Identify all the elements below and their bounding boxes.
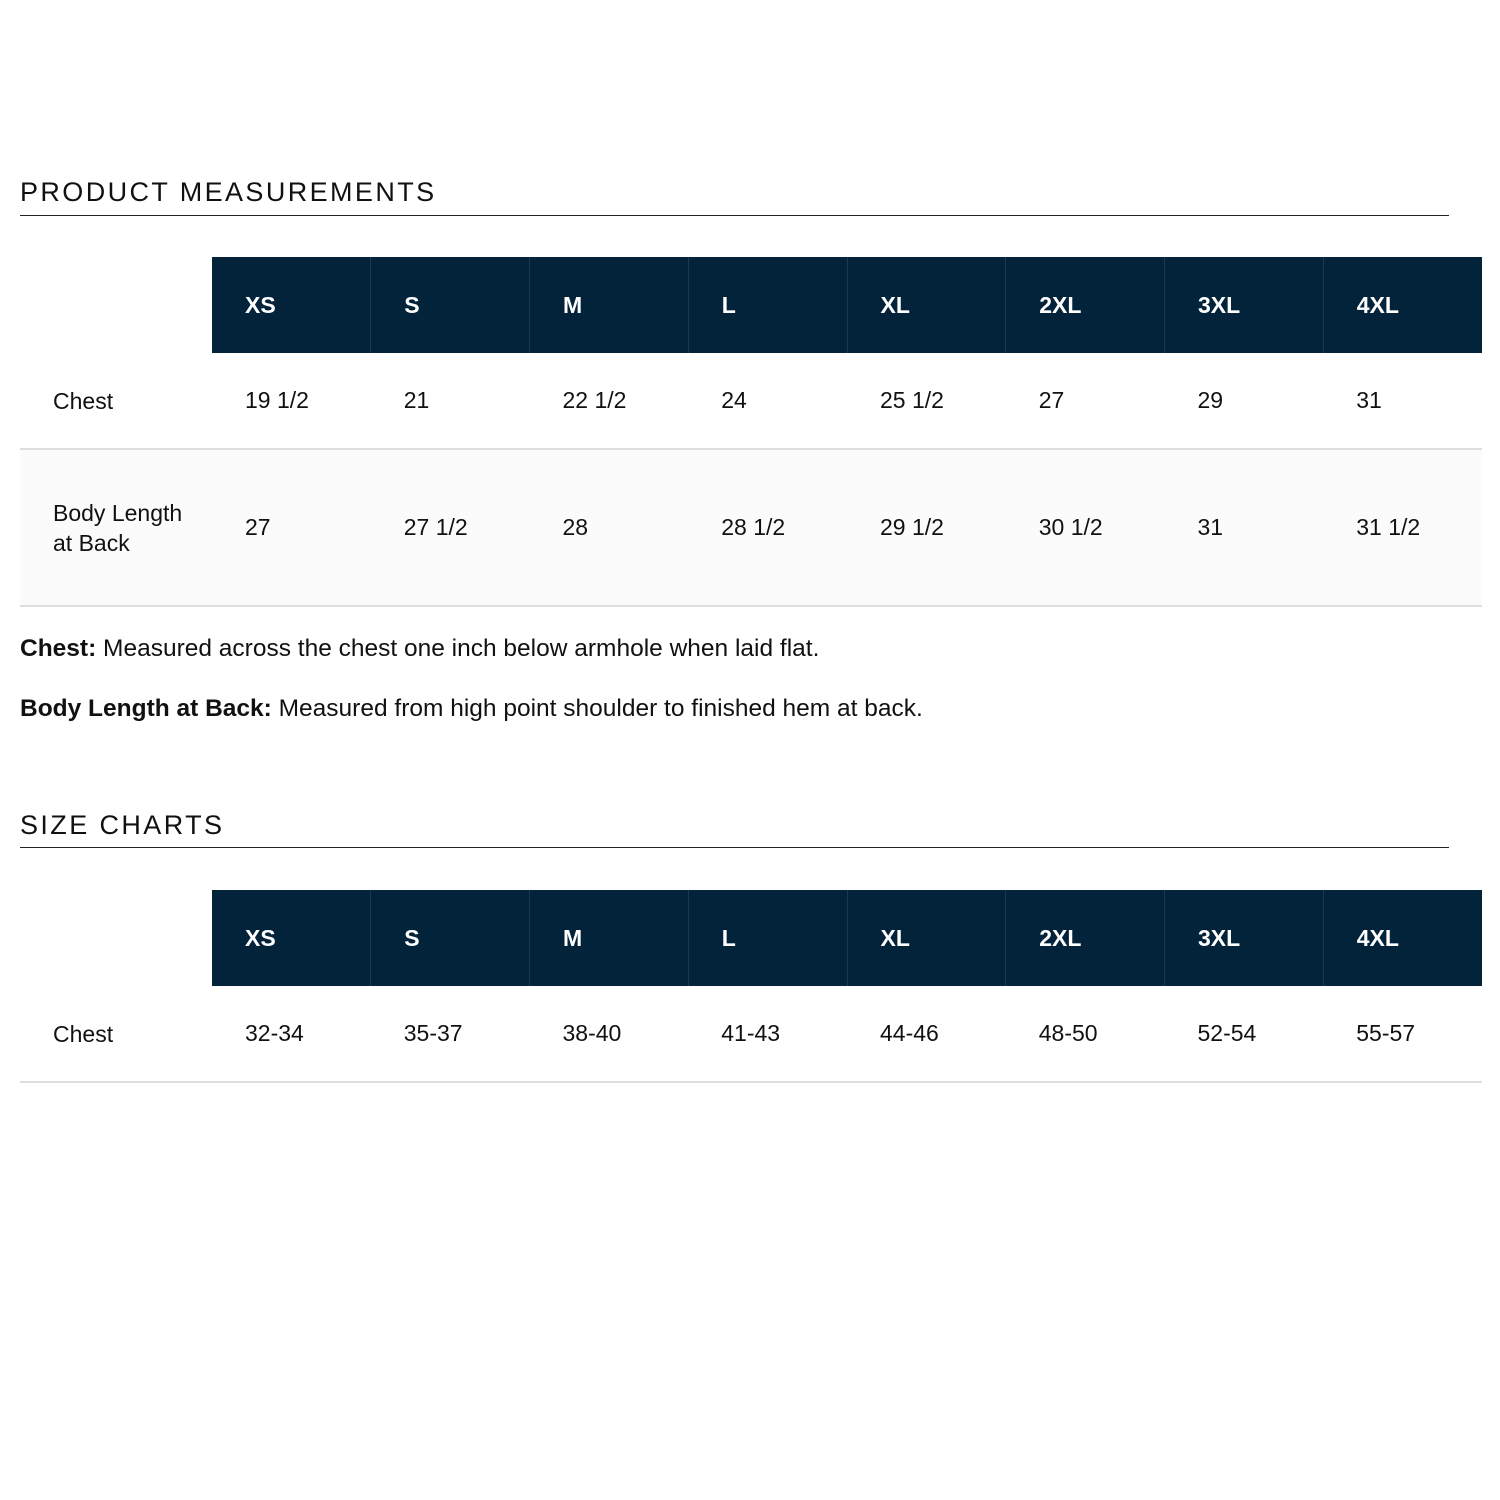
row-label-chest: Chest bbox=[20, 986, 212, 1082]
size-header-4xl: 4XL bbox=[1323, 257, 1482, 353]
table-cell: 38-40 bbox=[530, 986, 689, 1082]
table-cell: 52-54 bbox=[1165, 986, 1324, 1082]
table-cell: 28 1/2 bbox=[688, 449, 847, 606]
table-cell: 41-43 bbox=[688, 986, 847, 1082]
table-cell: 21 bbox=[371, 353, 530, 449]
size-header-3xl: 3XL bbox=[1165, 890, 1324, 986]
header-blank-cell bbox=[20, 257, 212, 353]
table-cell: 35-37 bbox=[371, 986, 530, 1082]
size-header-xs: XS bbox=[212, 257, 371, 353]
table-cell: 25 1/2 bbox=[847, 353, 1006, 449]
row-label-chest: Chest bbox=[20, 353, 212, 449]
size-header-2xl: 2XL bbox=[1006, 890, 1165, 986]
size-header-m: M bbox=[530, 257, 689, 353]
product-measurements-title: PRODUCT MEASUREMENTS bbox=[20, 179, 1449, 216]
size-header-l: L bbox=[688, 257, 847, 353]
table-cell: 48-50 bbox=[1006, 986, 1165, 1082]
size-header-3xl: 3XL bbox=[1165, 257, 1324, 353]
size-header-2xl: 2XL bbox=[1006, 257, 1165, 353]
table-cell: 30 1/2 bbox=[1006, 449, 1165, 606]
table-cell: 27 bbox=[212, 449, 371, 606]
table-cell: 22 1/2 bbox=[530, 353, 689, 449]
chest-note-term: Chest: bbox=[20, 635, 97, 662]
size-header-4xl: 4XL bbox=[1323, 890, 1482, 986]
size-header-l: L bbox=[688, 890, 847, 986]
table-cell: 44-46 bbox=[847, 986, 1006, 1082]
row-label-body-length: Body Length at Back bbox=[20, 449, 212, 606]
table-header-row bbox=[20, 890, 1482, 986]
size-header-s: S bbox=[371, 257, 530, 353]
table-cell: 31 1/2 bbox=[1323, 449, 1482, 606]
table-row-chest bbox=[20, 353, 1482, 449]
size-charts-title: SIZE CHARTS bbox=[20, 812, 1449, 848]
chest-note-text: Measured across the chest one inch below armhole when laid flat. bbox=[96, 635, 820, 662]
table-cell: 31 bbox=[1323, 353, 1482, 449]
size-header-xl: XL bbox=[847, 890, 1006, 986]
table-row-chest bbox=[20, 986, 1482, 1082]
size-header-s: S bbox=[371, 890, 530, 986]
table-cell: 27 bbox=[1006, 353, 1165, 449]
table-cell: 28 bbox=[530, 449, 689, 606]
table-cell: 24 bbox=[688, 353, 847, 449]
product-measurements-table bbox=[20, 257, 1482, 607]
table-cell: 55-57 bbox=[1323, 986, 1482, 1082]
body-length-note-text: Measured from high point shoulder to finished hem at back. bbox=[271, 695, 923, 722]
body-length-note-term: Body Length at Back: bbox=[20, 695, 272, 722]
table-cell: 27 1/2 bbox=[371, 449, 530, 606]
size-header-xs: XS bbox=[212, 890, 371, 986]
table-cell: 29 bbox=[1165, 353, 1324, 449]
table-cell: 19 1/2 bbox=[212, 353, 371, 449]
size-header-xl: XL bbox=[847, 257, 1006, 353]
table-cell: 31 bbox=[1165, 449, 1324, 606]
table-header-row bbox=[20, 257, 1482, 353]
table-cell: 32-34 bbox=[212, 986, 371, 1082]
body-length-note bbox=[20, 695, 923, 723]
table-cell: 29 1/2 bbox=[847, 449, 1006, 606]
chest-note bbox=[20, 635, 819, 663]
size-header-m: M bbox=[530, 890, 689, 986]
table-row-body-length bbox=[20, 449, 1482, 606]
header-blank-cell bbox=[20, 890, 212, 986]
size-charts-table bbox=[20, 890, 1482, 1083]
